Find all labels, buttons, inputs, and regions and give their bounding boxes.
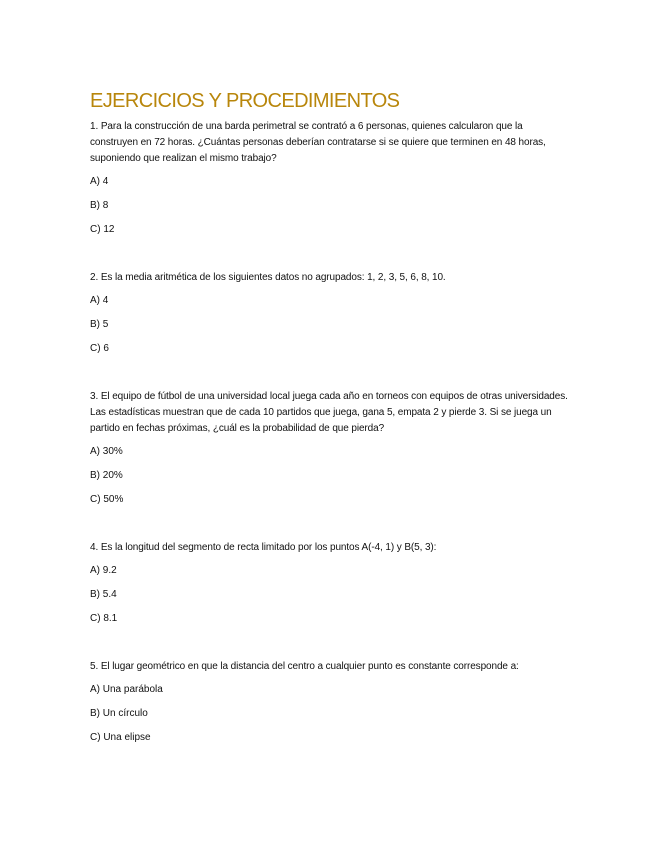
spacer (90, 637, 568, 659)
option-b: B) Un círculo (90, 708, 148, 719)
option-c: C) 12 (90, 224, 115, 235)
option-a: A) 9.2 (90, 565, 117, 576)
option-c: C) 50% (90, 494, 124, 505)
question-text: 2. Es la media aritmética de los siguientes datos no agrupados: 1, 2, 3, 5, 6, 8, 10. (90, 272, 446, 283)
spacer (90, 367, 568, 389)
question-3 (90, 389, 568, 506)
spacer (90, 518, 568, 540)
option-a: A) 30% (90, 446, 123, 457)
option-a: A) 4 (90, 176, 109, 187)
option-c: C) Una elipse (90, 732, 151, 743)
question-text: 4. Es la longitud del segmento de recta limitado por los puntos A(-4, 1) y B(5, 3): (90, 542, 437, 553)
option-a: A) 4 (90, 295, 109, 306)
page-title: EJERCICIOS Y PROCEDIMIENTOS (90, 90, 400, 112)
option-a: A) Una parábola (90, 684, 163, 695)
question-5 (90, 659, 568, 744)
question-text: 5. El lugar geométrico en que la distancia del centro a cualquier punto es constante corresponde a: (90, 661, 519, 672)
question-4 (90, 540, 568, 625)
question-text: 3. El equipo de fútbol de una universidad local juega cada año en torneos con equipos de otras universidades. Las estadísticas muestran que de cada 10 partidos que juega, gana 5, empata 2 y pierde 3. Si se juega un partido en fechas próximas, ¿cuál es la probabilidad de que pierda? (90, 391, 568, 434)
option-b: B) 5 (90, 319, 109, 330)
option-c: C) 8.1 (90, 613, 118, 624)
option-b: B) 8 (90, 200, 109, 211)
question-2 (90, 270, 568, 355)
option-b: B) 5.4 (90, 589, 117, 600)
option-b: B) 20% (90, 470, 123, 481)
questions-list (90, 119, 568, 756)
question-1 (90, 119, 568, 236)
question-text: 1. Para la construcción de una barda perimetral se contrató a 6 personas, quienes calcularon que la construyen en 72 horas. ¿Cuántas personas deberían contratarse si se quiere que terminen en 48 horas, suponiendo que realizan el mismo trabajo? (90, 121, 546, 164)
spacer (90, 248, 568, 270)
option-c: C) 6 (90, 343, 109, 354)
